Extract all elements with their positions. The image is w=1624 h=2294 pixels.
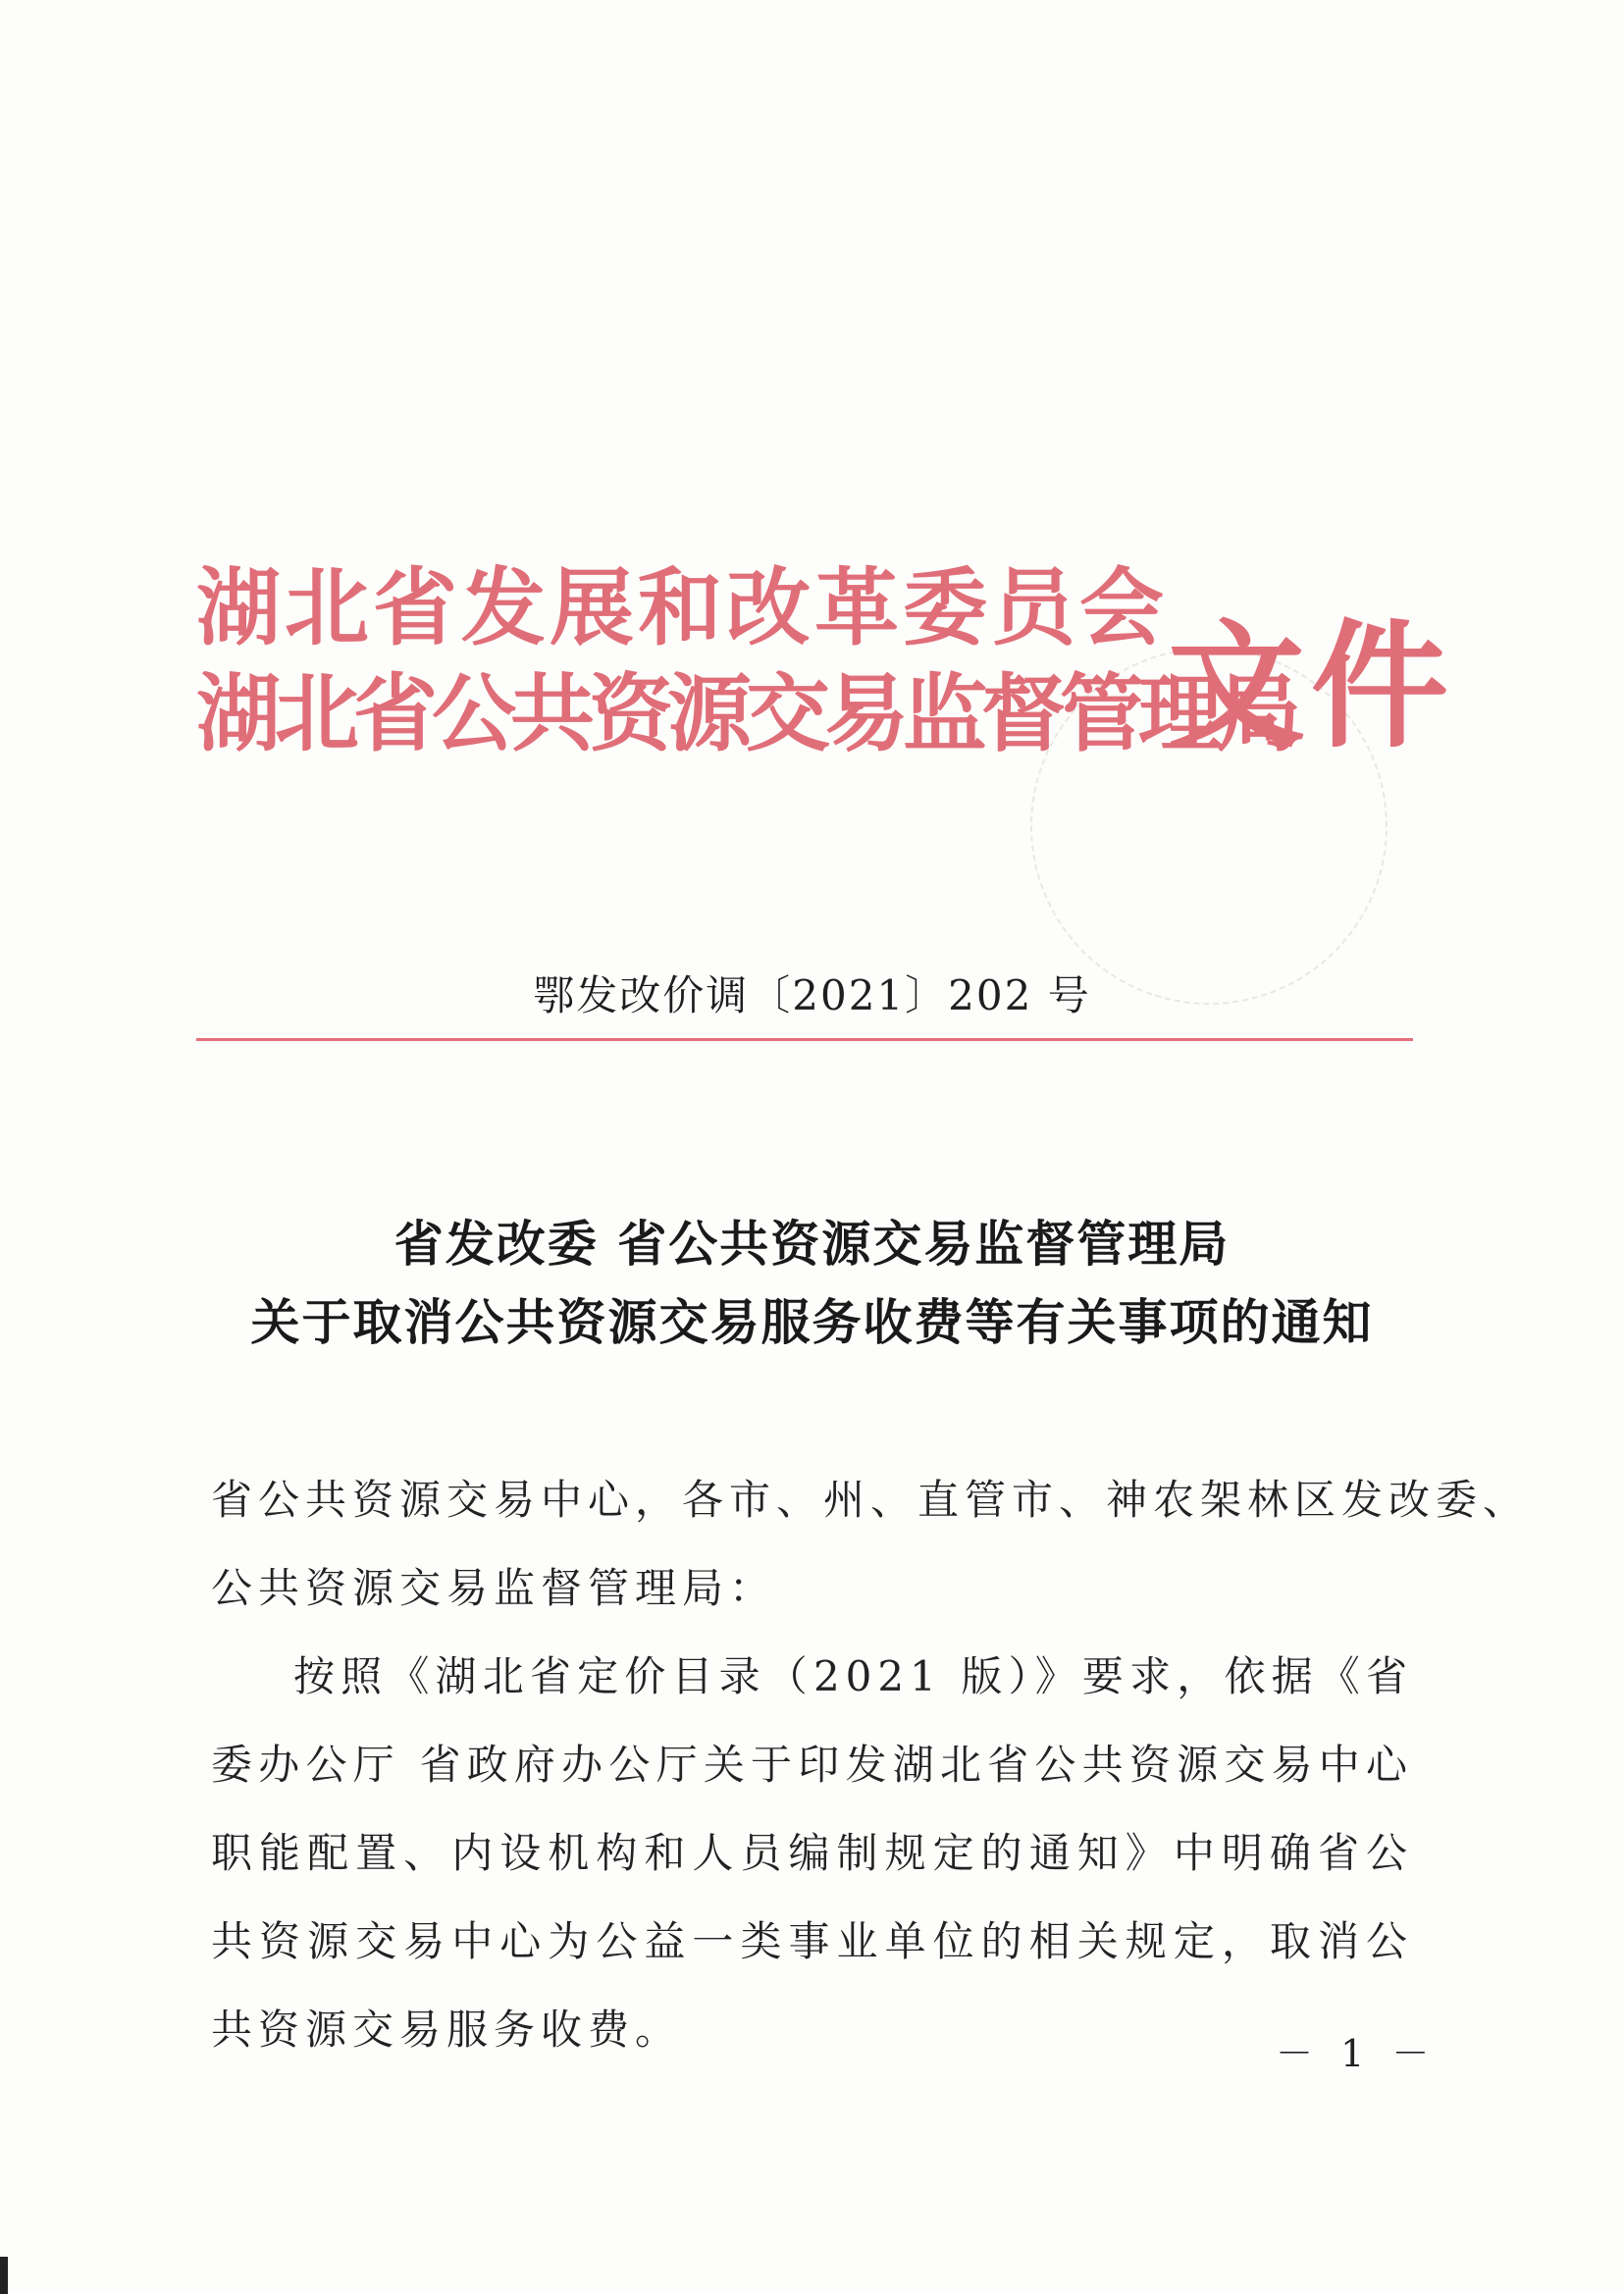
addressee-line-1: 省公共资源交易中心，各市、州、直管市、神农架林区发改委、 [211,1476,1531,1524]
title-line-2: 关于取消公共资源交易服务收费等有关事项的通知 [250,1293,1374,1351]
page-number: － 1 － [1276,2032,1438,2075]
body-paragraph: 按照《湖北省定价目录（2021 版）》要求，依据《省委办公厅 省政府办公厅关于印发湖北省公共资源交易中心职能配置、内设机构和人员编制规定的通知》中明确省公共资源交易中心为公益一类事业单位的相关规定，取消公共资源交易服务收费。 [211,1652,1413,2054]
document-body [211,1456,1531,2074]
addressee-line-2: 公共资源交易监督管理局： [211,1564,777,1612]
document-title [0,1205,1624,1362]
document-word: 文件 [1168,606,1455,767]
scan-edge-mark [0,2257,8,2294]
document-number: 鄂发改价调〔2021〕202 号 [533,971,1091,1019]
red-divider [196,1038,1413,1041]
org-name-development-reform: 湖北省发展和改革委员会 [196,558,1168,657]
issuing-organizations [196,558,1295,763]
title-line-1: 省发改委 省公共资源交易监督管理局 [393,1215,1231,1273]
org-name-public-resource-bureau: 湖北省公共资源交易监督管理局 [196,664,1295,763]
